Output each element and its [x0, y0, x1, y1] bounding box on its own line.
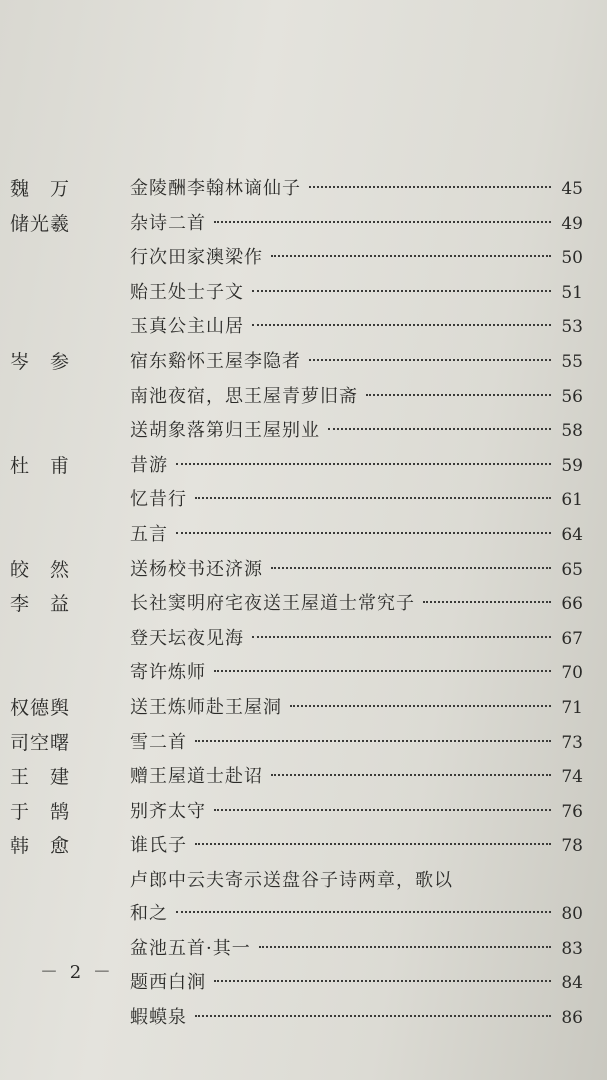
- entry-author: 王 建: [10, 766, 71, 789]
- dot-leader: [214, 221, 551, 223]
- entry-title: 赠王屋道士赴诏: [130, 766, 263, 788]
- page-number: － 2 －: [40, 962, 114, 983]
- dot-leader: [366, 394, 551, 396]
- dot-leader: [195, 497, 551, 499]
- entry-line: [130, 280, 583, 306]
- toc-entry: [0, 864, 607, 932]
- entry-line: [130, 557, 583, 583]
- entry-author: 李 益: [10, 593, 71, 616]
- entry-line: [130, 314, 583, 340]
- dot-leader: [176, 532, 551, 534]
- toc-entry: [0, 1001, 607, 1036]
- entry-line: [130, 970, 583, 996]
- entry-line: [130, 591, 583, 617]
- entry-title: 忆昔行: [130, 489, 187, 511]
- entry-line: [130, 764, 583, 790]
- entry-line: [130, 936, 583, 962]
- dot-leader: [290, 705, 551, 707]
- entry-page-number: 49: [561, 213, 583, 234]
- entry-author: 韩 愈: [10, 835, 71, 858]
- entry-title: 题西白涧: [130, 972, 206, 994]
- entry-line: [130, 1005, 583, 1031]
- entry-page-number: 50: [561, 248, 583, 269]
- entry-line: [130, 833, 583, 859]
- entry-line: [130, 211, 583, 237]
- toc-entry: [0, 622, 607, 657]
- entry-author: 皎 然: [10, 558, 71, 581]
- entry-page-number: 67: [561, 628, 583, 649]
- toc-entry: [0, 760, 607, 795]
- entry-line: [130, 864, 583, 931]
- entry-page-number: 56: [561, 386, 583, 407]
- entry-line: [130, 730, 583, 756]
- entry-page-number: 59: [561, 455, 583, 476]
- entry-author: 于 鹄: [10, 800, 71, 823]
- entry-line: [130, 660, 583, 686]
- dot-leader: [271, 255, 551, 257]
- entry-line: [130, 384, 583, 410]
- entry-title: 雪二首: [130, 731, 187, 753]
- entry-line: [130, 522, 583, 548]
- dot-leader: [195, 740, 551, 742]
- entry-title: 金陵酬李翰林谪仙子: [130, 178, 301, 199]
- entry-page-number: 86: [561, 1008, 583, 1029]
- toc-entry: [0, 656, 607, 691]
- entry-page-number: 73: [561, 732, 583, 753]
- toc-entry: [0, 795, 607, 830]
- entry-page-number: 65: [561, 559, 583, 580]
- entry-page-number: 80: [561, 903, 583, 924]
- entry-page-number: 83: [561, 938, 583, 959]
- entry-title: 行次田家澳梁作: [130, 247, 263, 269]
- entry-line: [130, 418, 583, 444]
- toc-entry: [0, 829, 607, 864]
- toc-entry: [0, 207, 607, 242]
- entry-title: 谁氏子: [130, 835, 187, 857]
- toc-entry: [0, 345, 607, 380]
- entry-page-number: 74: [561, 767, 583, 788]
- entry-author: 储光羲: [10, 212, 71, 235]
- entry-line: [130, 176, 583, 202]
- toc-entry: [0, 414, 607, 449]
- entry-page-number: 71: [561, 697, 583, 718]
- dot-leader: [176, 911, 551, 913]
- toc-entry: [0, 553, 607, 588]
- toc-entry: [0, 587, 607, 622]
- entry-page-number: 55: [561, 351, 583, 372]
- entry-title: 玉真公主山居: [130, 316, 244, 338]
- entry-title: 五言: [130, 523, 168, 545]
- entry-title: 寄许炼师: [130, 662, 206, 684]
- entry-title: 送杨校书还济源: [130, 558, 263, 580]
- entry-title: 杂诗二首: [130, 212, 206, 234]
- dot-leader: [252, 636, 551, 638]
- entry-line: [130, 487, 583, 513]
- dot-leader: [214, 980, 551, 982]
- entry-page-number: 53: [561, 317, 583, 338]
- entry-page-number: 58: [561, 421, 583, 442]
- dot-leader: [214, 670, 551, 672]
- entry-page-number: 45: [561, 179, 583, 199]
- entry-line: [130, 349, 583, 375]
- entry-line: [130, 453, 583, 479]
- dot-leader: [259, 946, 551, 948]
- entry-title: 南池夜宿，思王屋青萝旧斋: [130, 385, 358, 407]
- entry-line: [130, 626, 583, 652]
- entry-author: 岑 参: [10, 350, 71, 373]
- entry-title: 长社窦明府宅夜送王屋道士常究子: [130, 593, 415, 615]
- entry-title: 盆池五首·其一: [130, 937, 251, 959]
- toc-entry: [0, 483, 607, 518]
- entry-author: 魏 万: [10, 178, 71, 200]
- entry-title: 宿东谿怀王屋李隐者: [130, 350, 301, 372]
- dot-leader: [309, 359, 551, 361]
- entry-page-number: 64: [561, 524, 583, 545]
- dot-leader: [271, 774, 551, 776]
- entry-title: 蝦蟆泉: [130, 1007, 187, 1029]
- entry-title: 卢郎中云夫寄示送盘谷子诗两章，歌以: [130, 869, 453, 891]
- entry-title: 送王炼师赴王屋洞: [130, 696, 282, 718]
- entry-title-continued: 和之: [130, 902, 168, 924]
- entry-page-number: 66: [561, 594, 583, 615]
- entry-title: 贻王处士子文: [130, 281, 244, 303]
- toc-entry: [0, 172, 607, 207]
- entry-page-number: 78: [561, 836, 583, 857]
- entry-page-number: 76: [561, 801, 583, 822]
- toc-entry: [0, 310, 607, 345]
- dot-leader: [214, 809, 551, 811]
- dot-leader: [309, 186, 551, 188]
- entry-author: 司空曙: [10, 731, 71, 754]
- toc-entry: [0, 449, 607, 484]
- dot-leader: [423, 601, 551, 603]
- entry-line: [130, 799, 583, 825]
- entry-continuation: [130, 897, 583, 931]
- entry-author: 杜 甫: [10, 454, 71, 477]
- dot-leader: [252, 290, 551, 292]
- entry-line: [130, 245, 583, 271]
- entry-title: 昔游: [130, 454, 168, 476]
- entry-page-number: 61: [561, 490, 583, 511]
- toc-entry: [0, 380, 607, 415]
- dot-leader: [328, 428, 551, 430]
- entry-author: 权德舆: [10, 696, 71, 719]
- entry-page-number: 70: [561, 663, 583, 684]
- dot-leader: [195, 1015, 551, 1017]
- dot-leader: [271, 567, 551, 569]
- toc-entry: [0, 276, 607, 311]
- toc-entry: [0, 518, 607, 553]
- dot-leader: [252, 324, 551, 326]
- entry-title: 登天坛夜见海: [130, 627, 244, 649]
- entry-page-number: 84: [561, 973, 583, 994]
- entry-line: [130, 695, 583, 721]
- toc-entry: [0, 726, 607, 761]
- entry-title: 别齐太守: [130, 800, 206, 822]
- dot-leader: [195, 843, 551, 845]
- table-of-contents: [0, 172, 607, 1036]
- entry-title: 送胡象落第归王屋别业: [130, 420, 320, 442]
- entry-page-number: 51: [561, 282, 583, 303]
- dot-leader: [176, 463, 551, 465]
- toc-entry: [0, 691, 607, 726]
- toc-entry: [0, 241, 607, 276]
